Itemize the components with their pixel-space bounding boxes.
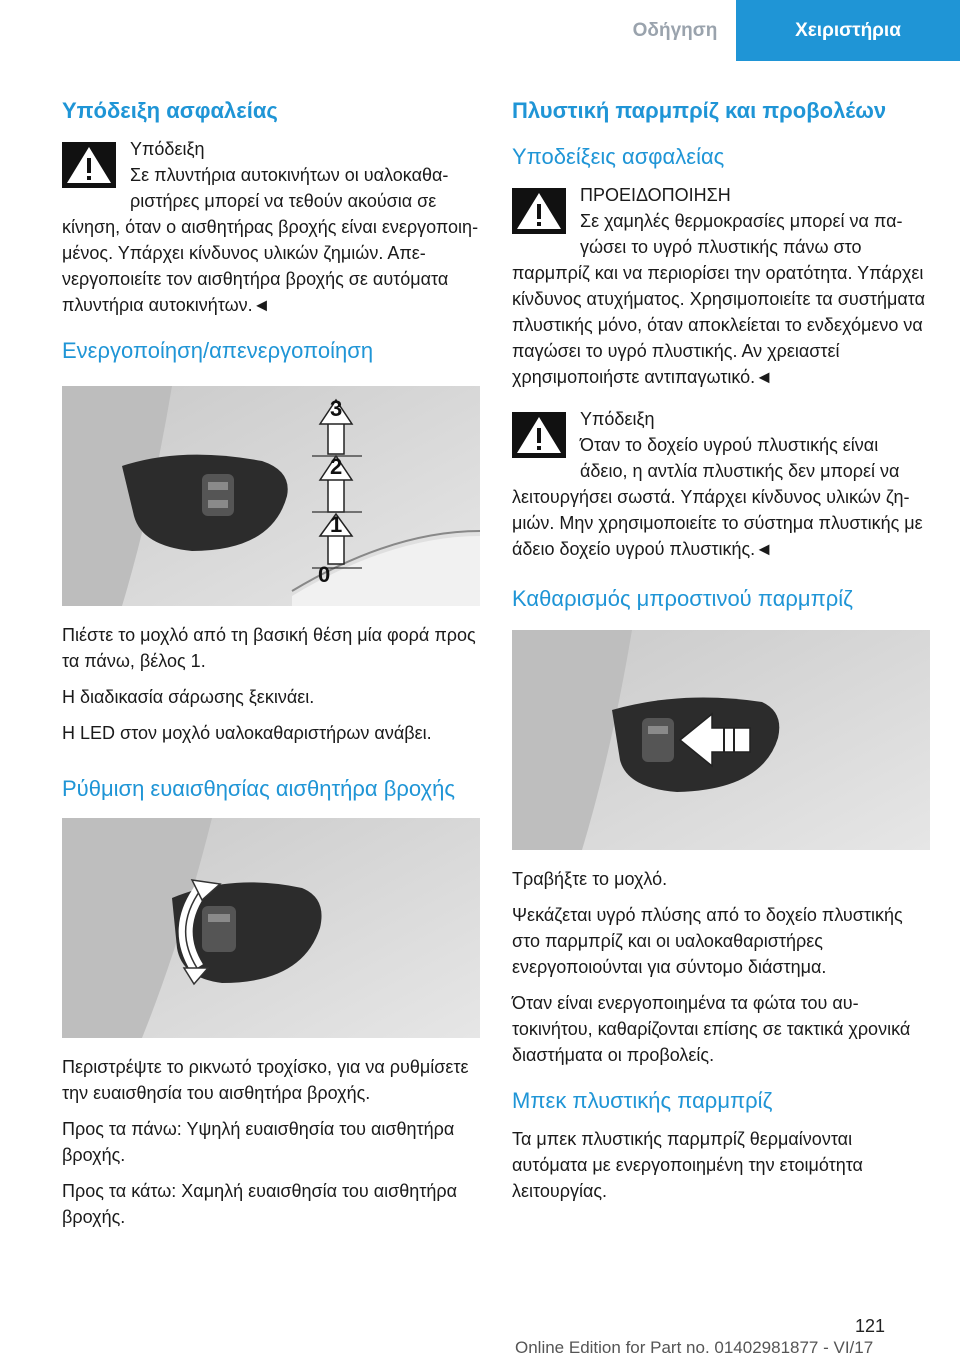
tab-driving[interactable]: Οδήγηση xyxy=(632,19,718,41)
para-led: Η LED στον μοχλό υαλοκαθαριστήρων ανάβει. xyxy=(62,723,432,743)
heading-sensitivity: Ρύθμιση ευαισθησίας αισθητήρα βροχής xyxy=(62,776,455,801)
warning-box xyxy=(62,136,480,318)
heading-safety-note: Υπόδειξη ασφαλείας xyxy=(62,98,278,123)
photo-wiper-lever-positions xyxy=(62,386,480,606)
para-pull-lever: Τραβήξτε το μοχλό. xyxy=(512,869,668,889)
para-spray: Ψεκάζεται υγρό πλύσης από το δοχείο πλυστικής στο παρμπρίζ και οι υαλοκαθαριστήρες ενεργοποιούνται για σύντομο διάστημα. xyxy=(512,905,903,977)
warning-text: Σε πλυντήρια αυτοκινήτων οι υαλοκαθαριστήρες μπορεί να τεθούν ακούσια σε κίνηση, όταν ο αισθητήρας βροχής είναι ενεργοποιημένος. Υπάρχει κίνδυνος υλικών ζημιών. Απενεργοποιείτε τον αισθητήρα βροχής σε αυτόματα πλυντήρια αυτοκινήτων.◄ xyxy=(62,165,479,315)
photo-knurled-wheel xyxy=(62,818,480,1038)
para-push-lever: Πιέστε το μοχλό από τη βασική θέση μία φορά προς τα πάνω, βέλος 1. xyxy=(62,625,476,671)
warning-icon xyxy=(512,412,566,458)
arrow-label-2: 2 xyxy=(330,454,343,479)
para-rotate-wheel: Περιστρέψτε το ρικνωτό τροχίσκο, για να ρυθμίσετε την ευαισθησία του αισθητήρα βροχής. xyxy=(62,1057,469,1103)
warning-text: Σε χαμηλές θερμοκρασίες μπορεί να παγώσει το υγρό πλυστικής πάνω στο παρμπρίζ και να περιορίσει την ορατότητα. Υπάρχει κίνδυνος ατυχήματος. Χρησιμοποιείτε τα συστήματα πλυστικής μόνο, όταν αποκλείεται το ενδεχόμενο να παγώσει το υγρό πλυστικής. Αν χρειαστεί χρησιμοποιήστε αντιπαγωτικό.◄ xyxy=(512,211,925,387)
para-up-high: Προς τα πάνω: Υψηλή ευαισθησία του αισθητήρα βροχής. xyxy=(62,1119,455,1165)
notice-text: Όταν το δοχείο υγρού πλυστικής είναι άδειο, η αντλία πλυστικής δεν μπορεί να λειτουργήσει σωστά. Υπάρχει κίνδυνος υλικών ζημιών. Μην χρησιμοποιείτε το σύστημα πλυστικής με άδειο δοχείο υγρού πλυστικής.◄ xyxy=(512,435,923,559)
heading-activate: Ενεργοποίηση/απενεργοποίηση xyxy=(62,338,374,363)
arrow-label-1: 1 xyxy=(330,512,343,537)
heading-washer-system: Πλυστική παρμπρίζ και προβολέων xyxy=(512,98,887,123)
para-down-low: Προς τα κάτω: Χαμηλή ευαισθησία του αισθητήρα βροχής. xyxy=(62,1181,458,1227)
para-headlights: Όταν είναι ενεργοποιημένα τα φώτα του αυτοκινήτου, καθαρίζονται επίσης σε τακτικά χρονικά διαστήματα οι προβολείς. xyxy=(512,993,911,1065)
warning-label: ΠΡΟΕΙΔΟΠΟΙΗΣΗ xyxy=(580,185,731,205)
warning-icon xyxy=(512,188,566,234)
photo-pull-lever xyxy=(512,630,930,850)
right-column xyxy=(512,96,928,1214)
heading-safety-notes: Υποδείξεις ασφαλείας xyxy=(512,144,725,169)
page-number: 121 xyxy=(855,1316,886,1336)
para-wipe-starts: Η διαδικασία σάρωσης ξεκινάει. xyxy=(62,687,315,707)
tab-controls[interactable]: Χειριστήρια xyxy=(736,0,960,61)
arrow-label-3: 3 xyxy=(330,396,343,421)
notice-box xyxy=(512,406,928,562)
para-nozzles-heated: Τα μπεκ πλυστικής παρμπρίζ θερμαίνονται αυτόματα με ενεργοποιημένη την ετοιμότητα λειτουργίας. xyxy=(512,1129,863,1201)
arrow-label-0: 0 xyxy=(318,562,331,587)
heading-clean-windshield: Καθαρισμός μπροστινού παρμπρίζ xyxy=(512,586,853,611)
heading-washer-nozzles: Μπεκ πλυστικής παρμπρίζ xyxy=(512,1088,773,1113)
left-column xyxy=(62,96,480,1240)
warning-box xyxy=(512,182,928,390)
notice-label: Υπόδειξη xyxy=(580,409,655,429)
warning-label: Υπόδειξη xyxy=(130,139,205,159)
warning-icon xyxy=(62,142,116,188)
edition-note: Online Edition for Part no. 01402981877 - VI/17 xyxy=(515,1338,874,1357)
